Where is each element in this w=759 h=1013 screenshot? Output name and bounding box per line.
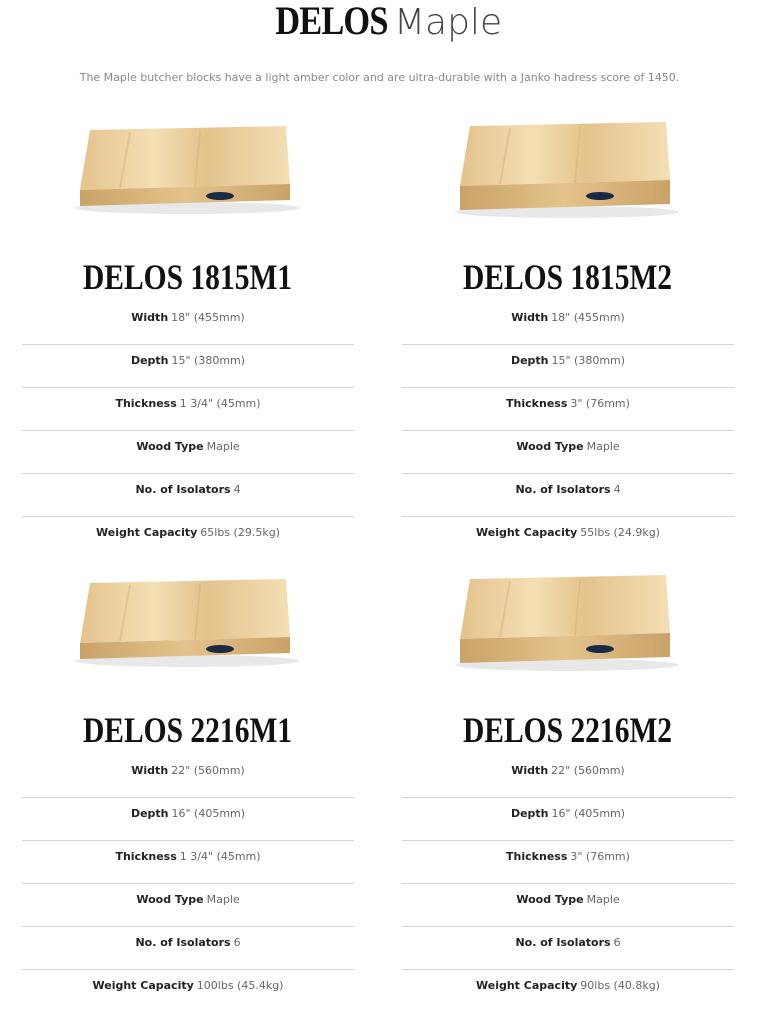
spec-row — [22, 388, 354, 431]
spec-value: 16" (405mm) — [551, 807, 626, 820]
spec-row — [402, 388, 734, 431]
spec-row — [22, 755, 354, 798]
spec-value: 3" (76mm) — [570, 397, 630, 410]
spec-label: Weight Capacity — [476, 979, 578, 992]
spec-value: 16" (405mm) — [171, 807, 246, 820]
spec-label: Wood Type — [136, 440, 204, 453]
spec-value: 22" (560mm) — [171, 764, 245, 777]
spec-value: 22" (560mm) — [551, 764, 625, 777]
product-name — [22, 710, 354, 750]
spec-row — [22, 884, 354, 927]
product-name — [402, 257, 734, 297]
spec-row — [402, 970, 734, 1013]
spec-row — [22, 302, 354, 345]
spec-value: 4 — [233, 483, 241, 496]
spec-row — [22, 798, 354, 841]
spec-row — [22, 517, 354, 560]
spec-row — [402, 798, 734, 841]
page-description: The Maple butcher blocks have a light amber color and are ultra-durable with a Janko hadress score of 1450. — [79, 71, 680, 84]
spec-row — [402, 474, 734, 517]
spec-value: 3" (76mm) — [570, 850, 630, 863]
spec-row — [402, 884, 734, 927]
spec-label: Width — [511, 311, 549, 324]
brand-name: DELOS — [275, 0, 388, 43]
product-name-text: DELOS 2216M1 — [83, 710, 293, 750]
spec-label: Width — [131, 311, 169, 324]
spec-row — [22, 970, 354, 1013]
product-name-text: DELOS 1815M2 — [463, 257, 673, 297]
page-title — [0, 0, 759, 53]
spec-value: 1 3/4" (45mm) — [179, 397, 261, 410]
spec-row — [402, 517, 734, 560]
spec-value: 55lbs (24.9kg) — [580, 526, 660, 539]
maple-butcher-block-image — [402, 108, 734, 238]
spec-label: No. of Isolators — [515, 936, 611, 949]
product-name — [22, 257, 354, 297]
spec-table — [402, 302, 734, 560]
spec-value: 90lbs (40.8kg) — [580, 979, 660, 992]
spec-label: Depth — [510, 807, 549, 820]
spec-label: Thickness — [506, 850, 568, 863]
spec-label: Depth — [130, 354, 169, 367]
spec-table — [22, 755, 354, 1013]
spec-row — [22, 841, 354, 884]
spec-value: 4 — [613, 483, 621, 496]
spec-label: Thickness — [506, 397, 568, 410]
spec-value: 1 3/4" (45mm) — [179, 850, 261, 863]
spec-row — [22, 345, 354, 388]
spec-row — [402, 755, 734, 798]
spec-row — [402, 841, 734, 884]
spec-value: 65lbs (29.5kg) — [200, 526, 280, 539]
spec-label: Weight Capacity — [92, 979, 194, 992]
maple-butcher-block-image — [402, 561, 734, 691]
spec-label: Depth — [130, 807, 169, 820]
product-name-text: DELOS 2216M2 — [463, 710, 673, 750]
spec-label: Width — [511, 764, 549, 777]
spec-table — [22, 302, 354, 560]
spec-row — [22, 474, 354, 517]
spec-value: 18" (455mm) — [171, 311, 245, 324]
spec-label: Weight Capacity — [476, 526, 578, 539]
spec-label: Wood Type — [136, 893, 204, 906]
spec-value: 18" (455mm) — [551, 311, 625, 324]
spec-row — [402, 345, 734, 388]
spec-row — [402, 927, 734, 970]
spec-value: 15" (380mm) — [551, 354, 626, 367]
spec-label: No. of Isolators — [515, 483, 611, 496]
spec-row — [402, 302, 734, 345]
spec-label: Depth — [510, 354, 549, 367]
spec-table — [402, 755, 734, 1013]
spec-value: Maple — [206, 440, 240, 453]
spec-label: Thickness — [115, 397, 177, 410]
spec-value: Maple — [586, 893, 620, 906]
spec-label: Wood Type — [516, 440, 584, 453]
spec-label: No. of Isolators — [135, 936, 231, 949]
spec-label: No. of Isolators — [135, 483, 231, 496]
spec-value: 15" (380mm) — [171, 354, 246, 367]
spec-row — [402, 431, 734, 474]
spec-row — [22, 927, 354, 970]
spec-row — [22, 431, 354, 474]
wood-name: Maple — [393, 2, 503, 43]
spec-value: 6 — [613, 936, 621, 949]
product-name — [402, 710, 734, 750]
spec-label: Thickness — [115, 850, 177, 863]
spec-value: 100lbs (45.4kg) — [196, 979, 284, 992]
product-name-text: DELOS 1815M1 — [83, 257, 293, 297]
maple-butcher-block-image — [22, 561, 354, 691]
spec-value: Maple — [206, 893, 240, 906]
spec-value: 6 — [233, 936, 241, 949]
spec-value: Maple — [586, 440, 620, 453]
spec-label: Weight Capacity — [96, 526, 198, 539]
maple-butcher-block-image — [22, 108, 354, 238]
spec-label: Width — [131, 764, 169, 777]
spec-label: Wood Type — [516, 893, 584, 906]
